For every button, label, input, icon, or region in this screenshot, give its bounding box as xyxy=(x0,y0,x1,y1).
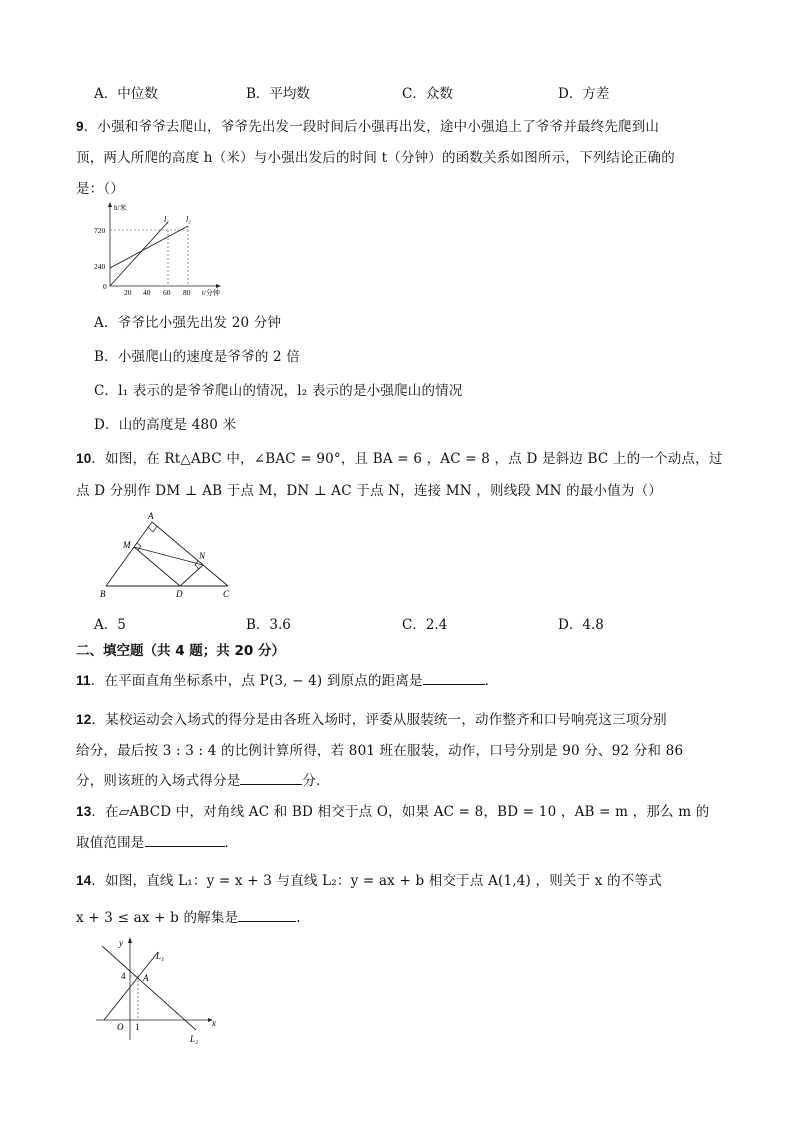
fig14-label-x: x xyxy=(212,1018,216,1028)
q14-line1 xyxy=(76,869,662,889)
fig10-label-n: N xyxy=(199,551,206,561)
q10-option-a: A．5 xyxy=(94,617,126,633)
fig14-label-y: y xyxy=(119,938,123,948)
q13-line1 xyxy=(76,800,709,820)
q8-option-b: B．平均数 xyxy=(246,86,310,102)
line-l2 xyxy=(110,226,188,268)
fig14-label-four: 4 xyxy=(121,971,126,981)
q10-option-c: C．2.4 xyxy=(402,617,448,633)
graph-y-tick-0: 0 xyxy=(103,282,107,291)
fig14-label-o: O xyxy=(117,1022,124,1032)
q13-answer-blank[interactable] xyxy=(145,834,225,847)
fig14-label-l1: L₁ xyxy=(156,951,165,961)
q10-option-d: D．4.8 xyxy=(558,617,604,633)
q10-text-1: ．如图，在 Rt△ABC 中，∠BAC = 90°，且 BA = 6 ，AC = 8 ，点 D 是斜边 BC 上的一个动点，过 xyxy=(91,451,723,467)
q12-line1 xyxy=(76,708,667,728)
q13-text-2: 取值范围是 xyxy=(76,835,145,851)
q12-line3 xyxy=(76,769,330,789)
q14-end: . xyxy=(296,910,301,926)
q14-answer-blank[interactable] xyxy=(238,909,296,922)
fig10-label-c: C xyxy=(223,589,230,599)
q10-line1 xyxy=(76,447,723,467)
fig10-label-d: D xyxy=(176,589,183,599)
q11-line xyxy=(76,669,498,689)
graph-y-tick-720: 720 xyxy=(94,226,106,235)
q9-text-1: ．小强和爷爷去爬山，爷爷先出发一段时间后小强再出发，途中小强追上了爷爷并最终先爬到山 xyxy=(83,119,660,135)
q9-option-d: D．山的高度是 480 米 xyxy=(94,417,237,433)
q8-option-d: D．方差 xyxy=(558,86,610,102)
graph-x-tick-20: 20 xyxy=(124,288,132,297)
q13-text-1: ．在▱ABCD 中，对角线 AC 和 BD 相交于点 O，如果 AC = 8，BD = 10 ，AB = m ，那么 m 的 xyxy=(91,804,710,820)
line-L1 xyxy=(104,952,158,1020)
q14-text-2: x + 3 ≤ ax + b 的解集是 xyxy=(76,910,239,926)
fig14-label-a: A xyxy=(143,973,149,983)
q13-end: ． xyxy=(224,835,239,851)
line-l1 xyxy=(110,222,168,286)
q9-option-a: A．爷爷比小强先出发 20 分钟 xyxy=(94,315,282,331)
fig10-label-a: A xyxy=(148,511,154,521)
graph-line-label-l1: l₁ xyxy=(164,215,170,224)
q9-line3: 是：（） xyxy=(76,181,125,197)
q11-end: ． xyxy=(484,673,499,689)
q12-number: 12 xyxy=(76,712,92,727)
q10-line2: 点 D 分别作 DM ⊥ AB 于点 M，DN ⊥ AC 于点 N，连接 MN ，则线段 MN 的最小值为（） xyxy=(76,483,663,499)
fig14-label-l2: L₂ xyxy=(190,1034,199,1044)
q14-line2 xyxy=(76,906,301,926)
graph-y-tick-240: 240 xyxy=(94,262,106,271)
q10-option-b: B．3.6 xyxy=(246,617,291,633)
graph-y-axis-label: h/米 xyxy=(114,204,127,212)
q14-number: 14 xyxy=(76,873,92,888)
q9-function-graph xyxy=(88,198,238,298)
q9-line1 xyxy=(76,115,659,135)
q12-line2: 给分，最后按 3 : 3 : 4 的比例计算所得，若 801 班在服装，动作，口号分别是 90 分、92 分和 86 xyxy=(76,743,684,759)
graph-x-tick-80: 80 xyxy=(183,288,191,297)
q12-text-3a: 分，则该班的入场式得分是 xyxy=(76,773,241,789)
q10-triangle-figure xyxy=(96,508,246,600)
line-L2 xyxy=(102,946,196,1030)
q11-text: ．在平面直角坐标系中，点 P(3, − 4) 到原点的距离是 xyxy=(90,673,423,689)
graph-x-tick-40: 40 xyxy=(143,288,151,297)
q9-line2: 顶，两人所爬的高度 h（米）与小强出发后的时间 t（分钟）的函数关系如图所示，下列结论正确的 xyxy=(76,150,675,166)
fig10-label-b: B xyxy=(100,589,106,599)
fig14-label-one: 1 xyxy=(135,1022,140,1032)
q9-option-c: C．l₁ 表示的是爷爷爬山的情况，l₂ 表示的是小强爬山的情况 xyxy=(94,383,463,399)
graph-x-axis-label: t/分钟 xyxy=(202,289,220,297)
graph-x-tick-60: 60 xyxy=(163,288,171,297)
q9-number: 9 xyxy=(76,119,84,134)
q9-option-b: B．小强爬山的速度是爷爷的 2 倍 xyxy=(94,349,300,365)
graph-line-label-l2: l₂ xyxy=(186,215,192,224)
q12-answer-blank[interactable] xyxy=(240,772,302,785)
q12-text-3b: 分． xyxy=(302,773,330,789)
q13-number: 13 xyxy=(76,804,92,819)
q14-lines-figure xyxy=(92,932,222,1044)
q14-text-1: ．如图，直线 L₁：y = x + 3 与直线 L₂：y = ax + b 相交于点 A(1,4) ，则关于 x 的不等式 xyxy=(91,873,662,889)
q12-text-1: ．某校运动会入场式的得分是由各班入场时，评委从服装统一，动作整齐和口号响亮这三项分别 xyxy=(91,712,667,728)
q8-option-a: A．中位数 xyxy=(94,86,158,102)
q11-answer-blank[interactable] xyxy=(423,672,485,685)
fig10-label-m: M xyxy=(123,540,131,550)
q11-number: 11 xyxy=(76,673,91,688)
section2-title: 二、填空题（共 4 题；共 20 分） xyxy=(76,643,285,659)
q13-line2 xyxy=(76,831,238,851)
q10-number: 10 xyxy=(76,451,92,466)
q8-option-c: C．众数 xyxy=(402,86,453,102)
